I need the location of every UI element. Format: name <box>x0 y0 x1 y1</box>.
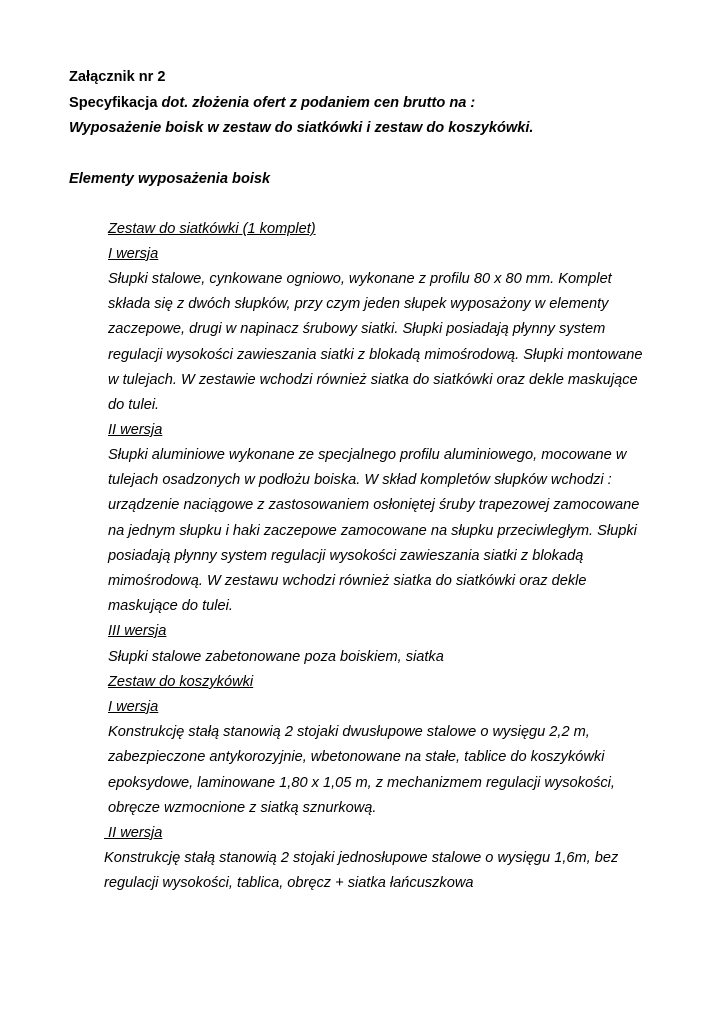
volleyball-v1-label: I wersja <box>108 246 159 262</box>
volleyball-v1-line: w tulejach. W zestawie wchodzi również siatka do siatkówki oraz dekle maskujące <box>108 372 638 388</box>
volleyball-v2-line: posiadają płynny system regulacji wysokości zawieszania siatki z blokadą <box>108 548 584 564</box>
basketball-v1-line: epoksydowe, laminowane 1,80 x 1,05 m, z mechanizmem regulacji wysokości, <box>108 775 615 791</box>
volleyball-v2-line: urządzenie naciągowe z zastosowaniem osłoniętej śruby trapezowej zamocowane <box>108 497 640 513</box>
volleyball-v3-line: Słupki stalowe zabetonowane poza boiskiem, siatka <box>108 649 444 665</box>
volleyball-v1-line: regulacji wysokości zawieszania siatki z blokadą mimośrodową. Słupki montowane <box>108 347 643 363</box>
basketball-set-title: Zestaw do koszykówki <box>108 674 254 690</box>
volleyball-v2-line: mimośrodową. W zestawu wchodzi również siatka do siatkówki oraz dekle <box>108 573 587 589</box>
subject-line: Wyposażenie boisk w zestaw do siatkówki i zestaw do koszykówki. <box>69 120 534 136</box>
basketball-v2-line: Konstrukcję stałą stanowią 2 stojaki jednosłupowe stalowe o wysięgu 1,6m, bez <box>104 850 619 866</box>
basketball-v1-line: Konstrukcję stałą stanowią 2 stojaki dwusłupowe stalowe o wysięgu 2,2 m, <box>108 724 590 740</box>
section-title: Elementy wyposażenia boisk <box>69 171 271 187</box>
volleyball-v2-label: II wersja <box>108 422 163 438</box>
basketball-v1-label: I wersja <box>108 699 159 715</box>
volleyball-v1-line: składa się z dwóch słupków, przy czym jeden słupek wyposażony w elementy <box>108 296 609 312</box>
basketball-v1-line: zabezpieczone antykorozyjnie, wbetonowane na stałe, tablice do koszykówki <box>108 749 605 765</box>
basketball-v1-line: obręcze wzmocnione z siatką sznurkową. <box>108 800 377 816</box>
volleyball-set-title: Zestaw do siatkówki (1 komplet) <box>108 221 316 237</box>
volleyball-v1-line: Słupki stalowe, cynkowane ogniowo, wykonane z profilu 80 x 80 mm. Komplet <box>108 271 612 287</box>
volleyball-v2-line: maskujące do tulei. <box>108 598 233 614</box>
basketball-v2-line: regulacji wysokości, tablica, obręcz + siatka łańcuszkowa <box>104 875 474 891</box>
spec-rest: dot. złożenia ofert z podaniem cen brutto na : <box>161 95 476 111</box>
volleyball-v2-line: tulejach osadzonych w podłożu boiska. W skład kompletów słupków wchodzi : <box>108 472 612 488</box>
volleyball-v2-line: na jednym słupku i haki zaczepowe zamocowane na słupku przeciwległym. Słupki <box>108 523 637 539</box>
attachment-number: Załącznik nr 2 <box>69 69 166 85</box>
volleyball-v2-line: Słupki aluminiowe wykonane ze specjalnego profilu aluminiowego, mocowane w <box>108 447 627 463</box>
basketball-v2-label: II wersja <box>104 825 163 841</box>
volleyball-v1-line: zaczepowe, drugi w napinacz śrubowy siatki. Słupki posiadają płynny system <box>108 321 606 337</box>
specification-line <box>69 94 475 112</box>
volleyball-v3-label: III wersja <box>108 623 167 639</box>
volleyball-v1-line: do tulei. <box>108 397 160 413</box>
spec-prefix: Specyfikacja <box>69 95 162 111</box>
